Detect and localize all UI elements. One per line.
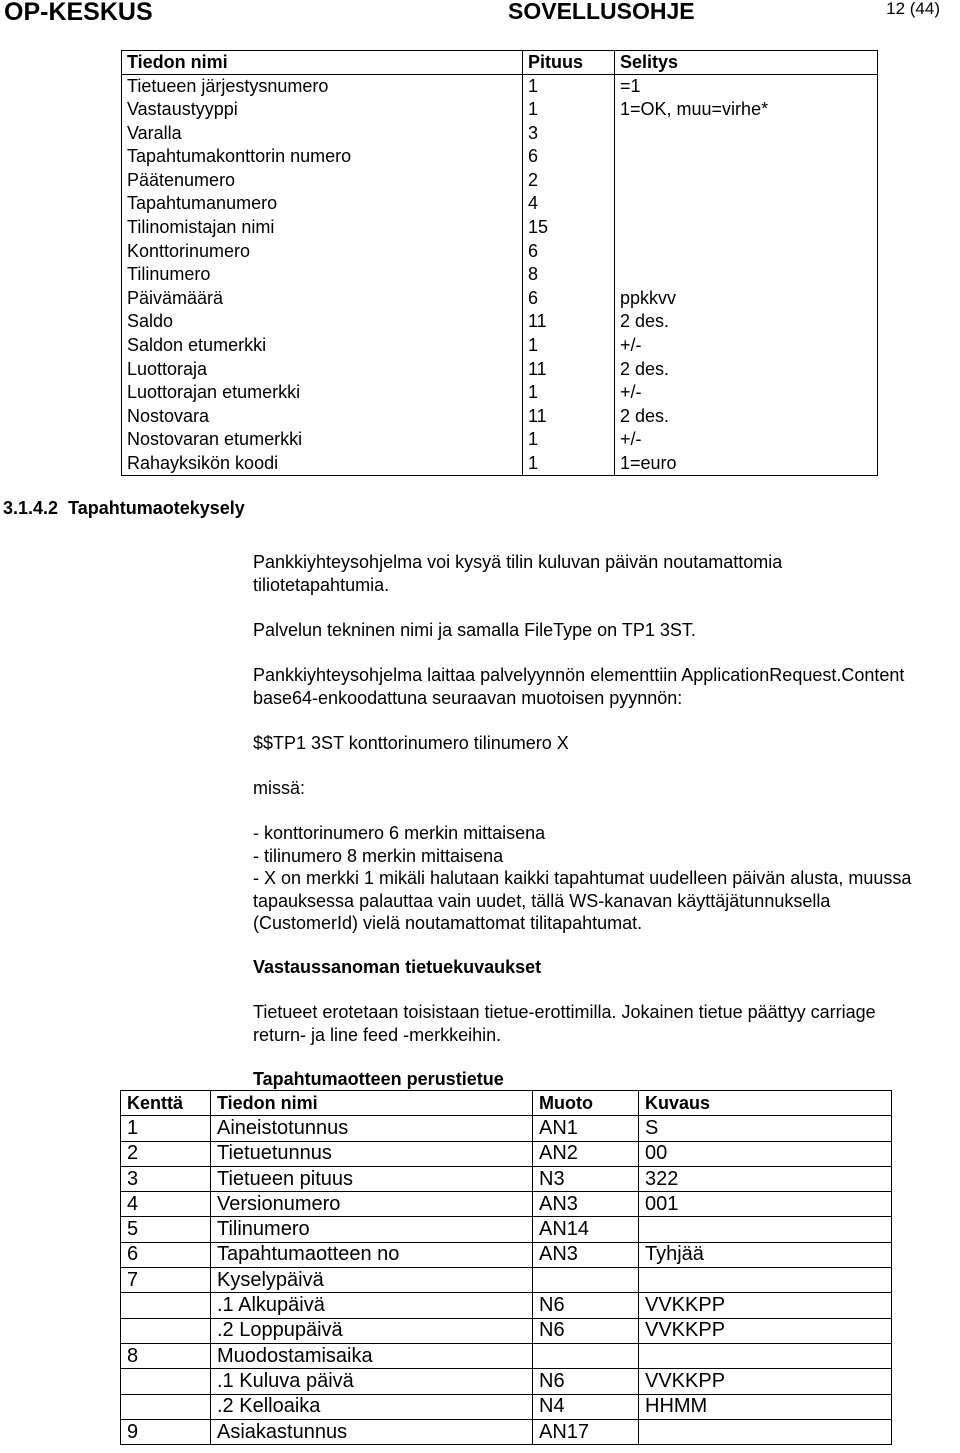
table-cell: 4: [121, 1192, 211, 1217]
list-item: - X on merkki 1 mikäli halutaan kaikki tapahtumat uudelleen päivän alusta, muussa: [253, 868, 912, 888]
subheading: Vastaussanoman tietuekuvaukset: [253, 957, 542, 977]
paragraph-request: Pankkiyhteysohjelma laittaa palvelyynnön elementtiin ApplicationRequest.Content base64-enkoodattuna seuraavan muotoisen pyynnön:: [253, 665, 905, 708]
table-cell: 1: [523, 428, 615, 452]
table-cell: Tietuetunnus: [211, 1141, 533, 1166]
table-cell: .2 Kelloaika: [211, 1394, 533, 1419]
table-row: [122, 239, 878, 263]
table-row: [121, 1242, 892, 1267]
table-cell: Luottoraja: [122, 357, 523, 381]
table-cell: 1: [523, 334, 615, 358]
table-cell: [533, 1268, 639, 1293]
section-heading: [3, 498, 245, 519]
table-row: [121, 1217, 892, 1242]
table-cell: S: [639, 1116, 892, 1141]
table-row: [122, 452, 878, 476]
table-cell: Kyselypäivä: [211, 1268, 533, 1293]
table-cell: 4: [523, 192, 615, 216]
table-row: [121, 1268, 892, 1293]
table-cell: [615, 216, 878, 240]
table-row: [121, 1343, 892, 1368]
table-cell: 1: [523, 452, 615, 476]
table-cell: Päätenumero: [122, 168, 523, 192]
table-cell: 1: [523, 98, 615, 122]
paragraph-filetype: Palvelun tekninen nimi ja samalla FileType on TP1 3ST.: [253, 620, 696, 640]
table-cell: 00: [639, 1141, 892, 1166]
table-cell: .1 Kuluva päivä: [211, 1369, 533, 1394]
table-row: [122, 216, 878, 240]
table-cell: Rahayksikön koodi: [122, 452, 523, 476]
table-cell: 1: [523, 381, 615, 405]
table-row: [122, 263, 878, 287]
table-cell: N4: [533, 1394, 639, 1419]
table-cell: Tyhjää: [639, 1242, 892, 1267]
table-cell: 8: [523, 263, 615, 287]
table-cell: N3: [533, 1166, 639, 1191]
table-cell: Aineistotunnus: [211, 1116, 533, 1141]
table-cell: 2 des.: [615, 404, 878, 428]
table-row: [122, 98, 878, 122]
table-cell: 6: [523, 239, 615, 263]
table-row: [121, 1419, 892, 1444]
table-row: [122, 357, 878, 381]
table-cell: VVKKPP: [639, 1293, 892, 1318]
table-row: [121, 1318, 892, 1343]
table-cell: 3: [523, 121, 615, 145]
table-cell: +/-: [615, 381, 878, 405]
table-cell: AN14: [533, 1217, 639, 1242]
table-row: [121, 1141, 892, 1166]
table-row: [122, 192, 878, 216]
table-cell: 11: [523, 404, 615, 428]
table-cell: +/-: [615, 334, 878, 358]
table-cell: VVKKPP: [639, 1318, 892, 1343]
table-cell: AN2: [533, 1141, 639, 1166]
table-cell: 1: [121, 1116, 211, 1141]
column-header: Tiedon nimi: [122, 51, 523, 75]
table-cell: Nostovaran etumerkki: [122, 428, 523, 452]
table-cell: 9: [121, 1419, 211, 1444]
table-cell: [639, 1217, 892, 1242]
table-cell: [615, 192, 878, 216]
table-cell: Konttorinumero: [122, 239, 523, 263]
table-cell: [615, 168, 878, 192]
table-cell: .1 Alkupäivä: [211, 1293, 533, 1318]
table-cell: 1=euro: [615, 452, 878, 476]
table-cell: 2 des.: [615, 310, 878, 334]
column-header: Selitys: [615, 51, 878, 75]
table-cell: [121, 1394, 211, 1419]
table-cell: 6: [523, 145, 615, 169]
section-number: 3.1.4.2: [3, 498, 59, 518]
table-row: [121, 1166, 892, 1191]
table-cell: 11: [523, 310, 615, 334]
list-item: - konttorinumero 6 merkin mittaisena: [253, 823, 546, 843]
column-header: Tiedon nimi: [211, 1091, 533, 1116]
table-cell: 8: [121, 1343, 211, 1368]
table-row: [121, 1394, 892, 1419]
table-cell: Tilinumero: [122, 263, 523, 287]
page-header: [0, 0, 960, 28]
table-row: [121, 1293, 892, 1318]
table-row: [122, 381, 878, 405]
table-cell: [615, 121, 878, 145]
parameter-list: - konttorinumero 6 merkin mittaisena - tilinumero 8 merkin mittaisena - X on merkki 1 mikäli halutaan kaikki tapahtumat uudelleen päivän alusta, muussa tapauksessa palauttaa vain uudet, tällä WS-kanavan käyttäjätunnuksella (CustomerId) vielä noutamattomat tilitapahtumat.: [253, 823, 912, 933]
table-cell: Tietueen järjestysnumero: [122, 74, 523, 98]
table-row: [122, 334, 878, 358]
table-cell: [615, 239, 878, 263]
table-cell: [121, 1369, 211, 1394]
table-cell: Tapahtumaotteen no: [211, 1242, 533, 1267]
table-cell: Luottorajan etumerkki: [122, 381, 523, 405]
table-cell: N6: [533, 1318, 639, 1343]
table-cell: Asiakastunnus: [211, 1419, 533, 1444]
paragraph-separators: Tietueet erotetaan toisistaan tietue-erottimilla. Jokainen tietue päättyy carriage return- ja line feed -merkkeihin.: [253, 1002, 876, 1045]
table-cell: 7: [121, 1268, 211, 1293]
table-cell: 5: [121, 1217, 211, 1242]
table-cell: Varalla: [122, 121, 523, 145]
table-cell: Nostovara: [122, 404, 523, 428]
table-cell: 3: [121, 1166, 211, 1191]
table-cell: [615, 145, 878, 169]
table-cell: HHMM: [639, 1394, 892, 1419]
table-cell: ppkkvv: [615, 286, 878, 310]
table-cell: 001: [639, 1192, 892, 1217]
table-cell: 2 des.: [615, 357, 878, 381]
table-cell: Tietueen pituus: [211, 1166, 533, 1191]
column-header: Kenttä: [121, 1091, 211, 1116]
table-row: [122, 121, 878, 145]
table-row: [122, 286, 878, 310]
table-row: [122, 145, 878, 169]
column-header: Pituus: [523, 51, 615, 75]
table-cell: 11: [523, 357, 615, 381]
table-cell: 6: [121, 1242, 211, 1267]
table-cell: 15: [523, 216, 615, 240]
page-number: 12 (44): [886, 0, 940, 18]
table-cell: [639, 1268, 892, 1293]
table-cell: VVKKPP: [639, 1369, 892, 1394]
table-cell: Tapahtumakonttorin numero: [122, 145, 523, 169]
record-fields-table: [121, 50, 878, 476]
table-cell: 1: [523, 74, 615, 98]
table-cell: AN3: [533, 1242, 639, 1267]
company-name: OP-KESKUS: [4, 0, 153, 26]
table-cell: N6: [533, 1293, 639, 1318]
table-cell: N6: [533, 1369, 639, 1394]
table-cell: 2: [523, 168, 615, 192]
table-cell: AN3: [533, 1192, 639, 1217]
table-cell: AN17: [533, 1419, 639, 1444]
paragraph-intro: Pankkiyhteysohjelma voi kysyä tilin kuluvan päivän noutamattomia tiliotetapahtumia.: [253, 552, 783, 595]
table-cell: [639, 1419, 892, 1444]
table-cell: +/-: [615, 428, 878, 452]
table-row: [122, 168, 878, 192]
table-cell: Tilinumero: [211, 1217, 533, 1242]
table-header-row: [122, 51, 878, 75]
list-item: - tilinumero 8 merkin mittaisena: [253, 845, 504, 866]
table-cell: [121, 1318, 211, 1343]
table-cell: Tilinomistajan nimi: [122, 216, 523, 240]
document-title: SOVELLUSOHJE: [508, 0, 695, 24]
where-label: missä:: [253, 778, 306, 798]
table-row: [122, 404, 878, 428]
table-row: [121, 1116, 892, 1141]
table-cell: Vastaustyyppi: [122, 98, 523, 122]
section-title: Tapahtumaotekysely: [68, 498, 245, 518]
table-row: [122, 74, 878, 98]
table-cell: Saldon etumerkki: [122, 334, 523, 358]
table-row: [121, 1369, 892, 1394]
table-cell: Versionumero: [211, 1192, 533, 1217]
table-row: [121, 1192, 892, 1217]
table-cell: Tapahtumanumero: [122, 192, 523, 216]
table-cell: [615, 263, 878, 287]
table-cell: Saldo: [122, 310, 523, 334]
table-cell: Päivämäärä: [122, 286, 523, 310]
table-cell: .2 Loppupäivä: [211, 1318, 533, 1343]
table-cell: 322: [639, 1166, 892, 1191]
basic-record-table: [120, 1090, 892, 1445]
request-format: $$TP1 3ST konttorinumero tilinumero X: [253, 733, 569, 753]
column-header: Kuvaus: [639, 1091, 892, 1116]
table-cell: 2: [121, 1141, 211, 1166]
table-header-row: [121, 1091, 892, 1116]
table-cell: [639, 1343, 892, 1368]
table-cell: 1=OK, muu=virhe*: [615, 98, 878, 122]
table-cell: [533, 1343, 639, 1368]
table-title: Tapahtumaotteen perustietue: [253, 1069, 504, 1089]
table-cell: Muodostamisaika: [211, 1343, 533, 1368]
table-cell: [121, 1293, 211, 1318]
table-cell: =1: [615, 74, 878, 98]
table-row: [122, 310, 878, 334]
table-row: [122, 428, 878, 452]
table-cell: AN1: [533, 1116, 639, 1141]
table-cell: 6: [523, 286, 615, 310]
column-header: Muoto: [533, 1091, 639, 1116]
